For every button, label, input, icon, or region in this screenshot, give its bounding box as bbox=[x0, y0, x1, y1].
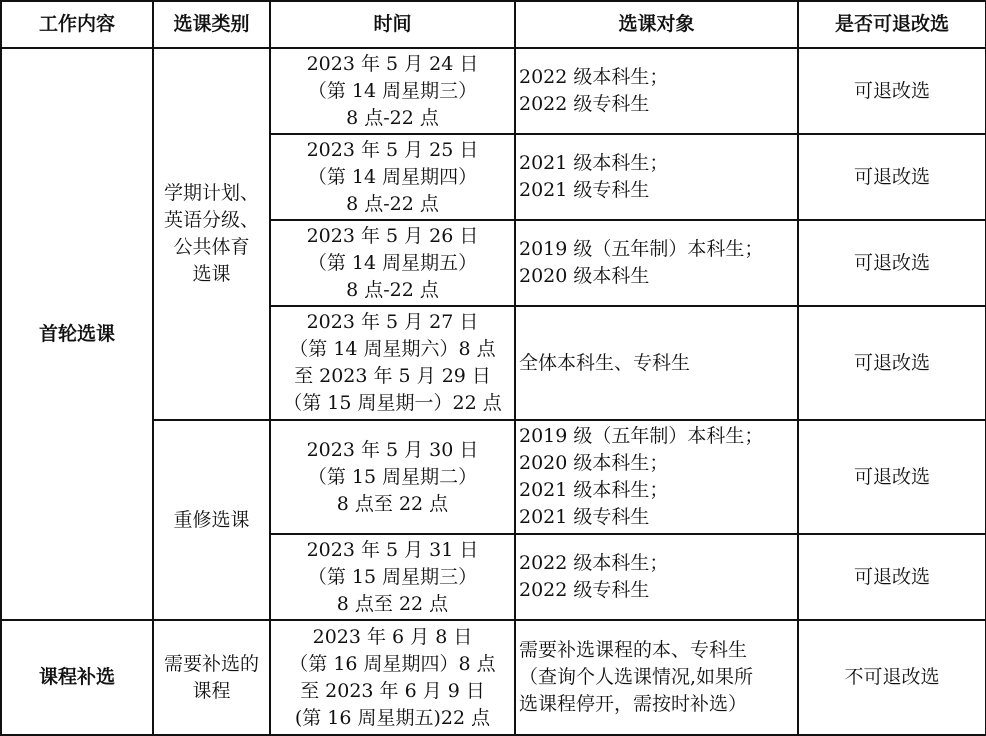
target-cell bbox=[515, 620, 798, 735]
status-cell: 可退改选 bbox=[798, 134, 986, 220]
round-first: 首轮选课 bbox=[1, 48, 153, 620]
time-line: 8 点-22 点 bbox=[346, 192, 439, 215]
status-cell: 可退改选 bbox=[798, 420, 986, 534]
time-line: （第 14 周星期五） bbox=[307, 251, 478, 274]
target-line: 2022 级本科生； bbox=[519, 552, 669, 574]
time-line: （第 14 周星期三） bbox=[307, 79, 478, 102]
time-cell bbox=[270, 48, 515, 134]
round-makeup: 课程补选 bbox=[1, 620, 153, 735]
time-line: 2023 年 5 月 31 日 bbox=[306, 538, 479, 561]
time-line: (第 16 周星期五)22 点 bbox=[294, 706, 491, 729]
header-work-content: 工作内容 bbox=[1, 1, 153, 48]
target-line: 全体本科生、专科生 bbox=[519, 351, 691, 374]
header-row bbox=[1, 1, 986, 48]
target-line: 2021 级本科生； bbox=[519, 479, 669, 501]
target-cell bbox=[515, 306, 798, 420]
time-line: （第 16 周星期四）8 点 bbox=[289, 652, 496, 675]
status-cell: 不可退改选 bbox=[798, 620, 986, 735]
target-line: 2021 级专科生 bbox=[519, 506, 650, 528]
header-category: 选课类别 bbox=[153, 1, 270, 48]
target-line: （查询个人选课情况,如果所 bbox=[519, 666, 754, 688]
time-line: 至 2023 年 5 月 29 日 bbox=[294, 365, 491, 387]
target-line: 2021 级本科生； bbox=[519, 152, 669, 174]
time-line: 至 2023 年 6 月 9 日 bbox=[300, 679, 485, 702]
time-line: （第 15 周星期二） bbox=[307, 465, 478, 488]
time-line: 2023 年 5 月 30 日 bbox=[306, 438, 479, 461]
time-cell bbox=[270, 306, 515, 420]
time-line: （第 15 周星期一）22 点 bbox=[283, 392, 502, 414]
category-makeup bbox=[153, 620, 270, 735]
category-plan-line: 英语分级、 bbox=[163, 209, 259, 231]
time-line: 2023 年 6 月 8 日 bbox=[312, 625, 473, 648]
status-cell: 可退改选 bbox=[798, 48, 986, 134]
time-line: 8 点-22 点 bbox=[346, 278, 439, 301]
target-line: 2020 级本科生； bbox=[519, 452, 669, 474]
status-cell: 可退改选 bbox=[798, 534, 986, 620]
category-retake: 重修选课 bbox=[153, 420, 270, 620]
target-line: 2021 级专科生 bbox=[519, 179, 650, 201]
header-time: 时间 bbox=[270, 1, 515, 48]
target-line: 2022 级专科生 bbox=[519, 579, 650, 601]
category-plan bbox=[153, 48, 270, 420]
time-line: 2023 年 5 月 27 日 bbox=[306, 311, 479, 333]
table-row bbox=[1, 620, 986, 735]
time-cell bbox=[270, 420, 515, 534]
target-cell bbox=[515, 134, 798, 220]
target-cell bbox=[515, 48, 798, 134]
target-line: 2019 级（五年制）本科生； bbox=[519, 238, 764, 260]
category-makeup-line: 需要补选的 bbox=[163, 652, 259, 675]
time-line: 8 点至 22 点 bbox=[336, 492, 449, 515]
status-cell: 可退改选 bbox=[798, 220, 986, 306]
target-cell bbox=[515, 420, 798, 534]
time-cell bbox=[270, 134, 515, 220]
time-cell bbox=[270, 534, 515, 620]
time-line: 8 点-22 点 bbox=[346, 106, 439, 129]
time-line: （第 14 周星期四） bbox=[307, 165, 478, 188]
header-withdrawable: 是否可退改选 bbox=[798, 1, 986, 48]
category-makeup-line: 课程 bbox=[192, 679, 231, 702]
target-line: 2022 级专科生 bbox=[519, 93, 650, 115]
target-line: 2019 级（五年制）本科生； bbox=[519, 425, 764, 447]
target-cell bbox=[515, 534, 798, 620]
status-cell: 可退改选 bbox=[798, 306, 986, 420]
time-line: 2023 年 5 月 25 日 bbox=[306, 138, 479, 161]
category-plan-line: 学期计划、 bbox=[163, 182, 259, 204]
time-line: 2023 年 5 月 24 日 bbox=[306, 52, 479, 75]
category-plan-line: 公共体育 bbox=[173, 236, 250, 258]
time-line: （第 14 周星期六）8 点 bbox=[289, 338, 496, 360]
target-cell bbox=[515, 220, 798, 306]
time-line: 8 点至 22 点 bbox=[336, 592, 449, 615]
header-target: 选课对象 bbox=[515, 1, 798, 48]
target-line: 需要补选课程的本、专科生 bbox=[519, 639, 748, 661]
time-cell bbox=[270, 620, 515, 735]
time-cell bbox=[270, 220, 515, 306]
table-row bbox=[1, 48, 986, 134]
target-line: 选课程停开，需按时补选） bbox=[519, 693, 748, 715]
category-plan-line: 选课 bbox=[192, 263, 231, 285]
target-line: 2022 级本科生； bbox=[519, 66, 669, 88]
target-line: 2020 级本科生 bbox=[519, 265, 650, 287]
time-line: 2023 年 5 月 26 日 bbox=[306, 224, 479, 247]
time-line: （第 15 周星期三） bbox=[307, 565, 478, 588]
